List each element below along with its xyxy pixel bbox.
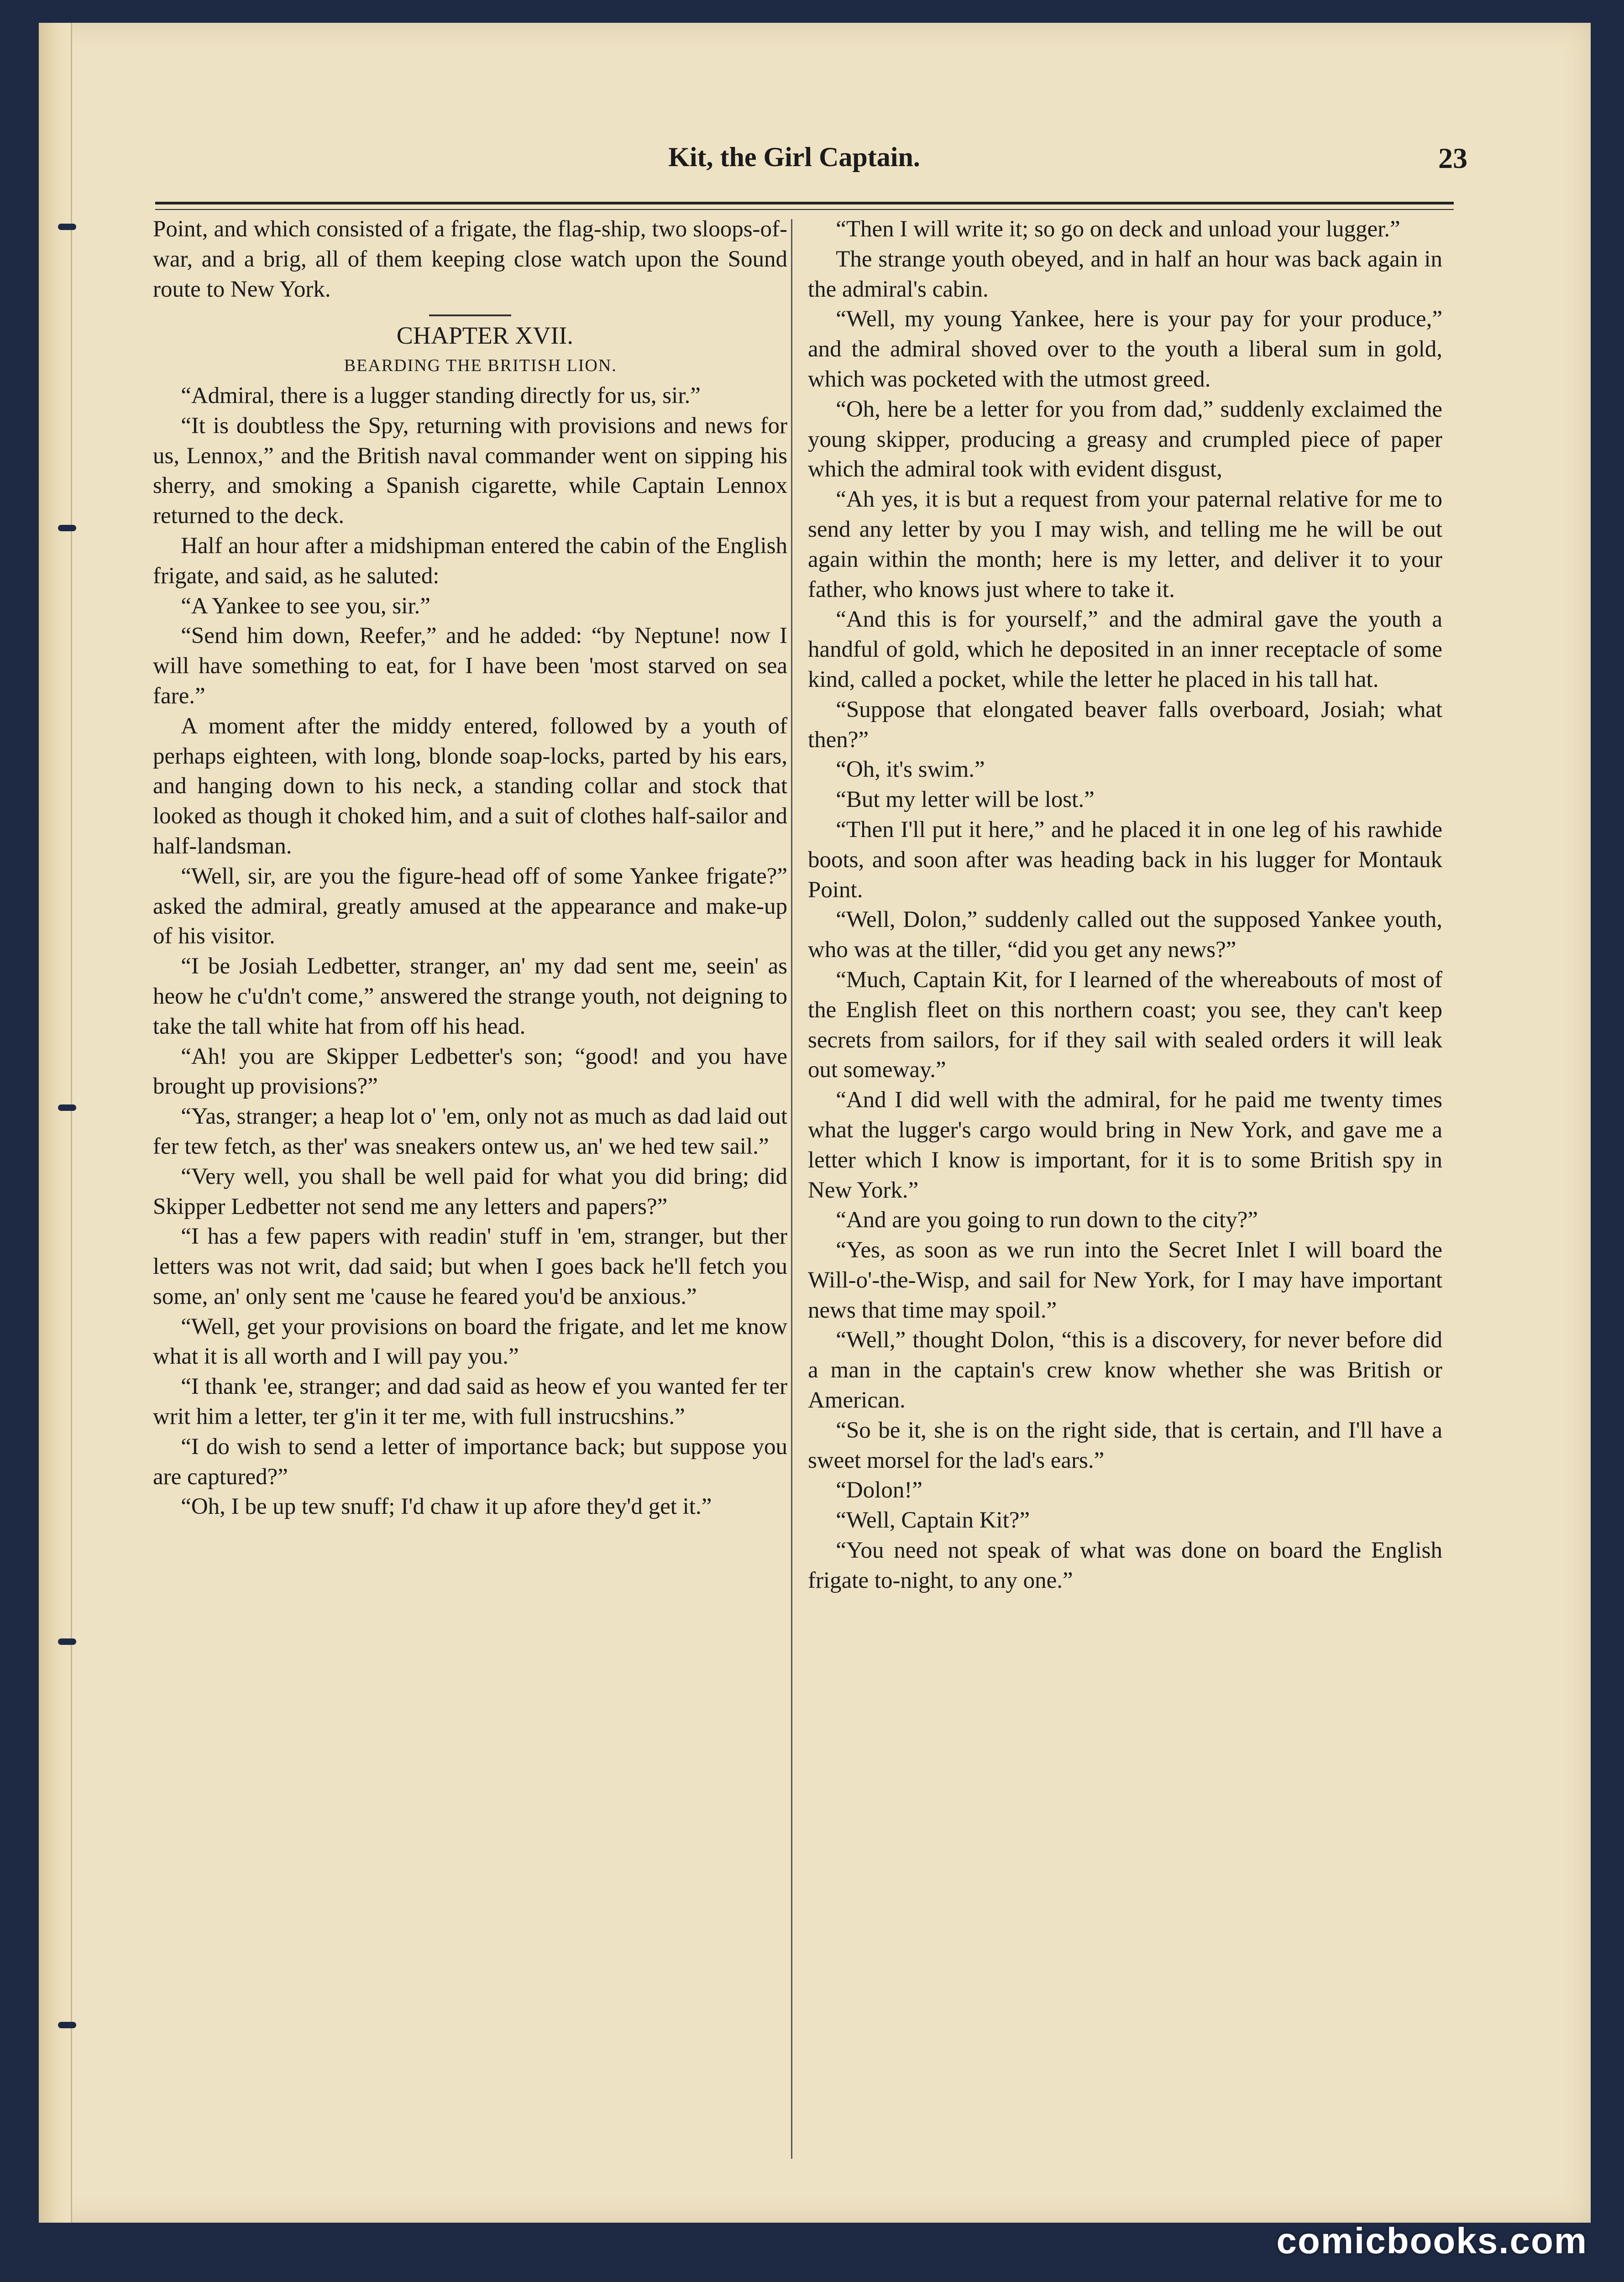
paragraph: “But my letter will be lost.”	[836, 787, 1095, 813]
binding-stitch	[58, 525, 76, 531]
watermark: comicbooks.com	[1276, 2220, 1587, 2261]
paragraph: “And this is for yourself,” and the admiral gave the youth a handful of gold, which he deposited in an inner receptacle of some kind, called a pocket, while the letter he placed in his tall hat.	[808, 607, 1442, 692]
header-rule	[155, 202, 1454, 210]
paragraph: “I has a few papers with readin' stuff in 'em, stranger, but ther letters was not writ, dad said; but when I goes back he'll fetch you some, an' only sent me 'cause he feared you'd be anxious.”	[153, 1224, 787, 1309]
paragraph: “Well, my young Yankee, here is your pay for your produce,” and the admiral shoved over to the youth a liberal sum in gold, which was pocketed with the utmost greed.	[808, 306, 1442, 392]
paragraph: Half an hour after a midshipman entered the cabin of the English frigate, and said, as he saluted:	[153, 533, 787, 589]
paragraph: “You need not speak of what was done on board the English frigate to-night, to any one.”	[808, 1538, 1442, 1593]
paragraph: “A Yankee to see you, sir.”	[181, 593, 430, 619]
chapter-title: CHAPTER XVII.	[396, 322, 573, 350]
right-column	[808, 215, 1442, 1596]
column-divider	[791, 219, 792, 2159]
paragraph: “Oh, I be up tew snuff; I'd chaw it up afore they'd get it.”	[181, 1494, 712, 1520]
paragraph: “Very well, you shall be well paid for what you did bring; did Skipper Ledbetter not send me any letters and papers?”	[153, 1163, 787, 1220]
chapter-subtitle: BEARDING THE BRITISH LION.	[344, 356, 617, 376]
page-header	[148, 141, 1467, 192]
paragraph: “Yas, stranger; a heap lot o' 'em, only not as much as dad laid out fer tew fetch, as ther' was sneakers ontew us, an' we hed tew sail.”	[153, 1104, 787, 1159]
paragraph: “Well,” thought Dolon, “this is a discovery, for never before did a man in the captain's crew know whether she was British or American.	[808, 1327, 1442, 1413]
paragraph: Point, and which consisted of a frigate, the flag-ship, two sloops-of-war, and a brig, all of them keeping close watch upon the Sound route to New York.	[153, 216, 787, 302]
paragraph: “Well, Captain Kit?”	[836, 1507, 1030, 1534]
paragraph: “Then I will write it; so go on deck and unload your lugger.”	[836, 216, 1400, 242]
book-page	[39, 23, 1591, 2223]
binding-stitch	[58, 224, 76, 230]
paragraph: “I do wish to send a letter of importance back; but suppose you are captured?”	[153, 1434, 787, 1490]
paragraph: A moment after the middy entered, followed by a youth of perhaps eighteen, with long, blonde soap-locks, parted by his ears, and hanging down to his neck, a standing collar and stock that looked as though it choked him, and a suit of clothes half-sailor and half-landsman.	[153, 713, 787, 859]
paragraph: “Suppose that elongated beaver falls overboard, Josiah; what then?”	[808, 696, 1442, 753]
paragraph: “And I did well with the admiral, for he paid me twenty times what the lugger's cargo would bring in New York, and gave me a letter which I know is important, for it is to some British spy in New York.”	[808, 1087, 1442, 1203]
binding-stitch	[58, 1638, 76, 1645]
binding-stitch	[58, 2022, 76, 2028]
paragraph: “Oh, it's swim.”	[836, 757, 985, 783]
paragraph: “I thank 'ee, stranger; and dad said as heow ef you wanted fer ter writ him a letter, ter g'in it ter me, with full instrucshins.”	[153, 1374, 787, 1430]
paragraph: “Much, Captain Kit, for I learned of the whereabouts of most of the English fleet on this northern coast; you see, they can't keep secrets from sailors, for if they sail with sealed orders it will leak out someway.”	[808, 967, 1442, 1083]
paragraph: “So be it, she is on the right side, that is certain, and I'll have a sweet morsel for the lad's ears.”	[808, 1417, 1442, 1473]
left-paragraphs	[153, 381, 787, 1522]
running-title: Kit, the Girl Captain.	[668, 142, 920, 172]
right-paragraphs	[808, 215, 1442, 1596]
paragraph: The strange youth obeyed, and in half an hour was back again in the admiral's cabin.	[808, 246, 1442, 302]
binding-stitch	[58, 1104, 76, 1111]
paragraph: “Oh, here be a letter for you from dad,” suddenly exclaimed the young skipper, producing a greasy and crumpled piece of paper which the admiral took with evident disgust,	[808, 396, 1442, 482]
paragraph: “It is doubtless the Spy, returning with provisions and news for us, Lennox,” and the British naval commander went on sipping his sherry, and smoking a Spanish cigarette, while Captain Lennox returned to the deck.	[153, 413, 787, 529]
paragraph: “Dolon!”	[836, 1477, 922, 1503]
paragraph: “Then I'll put it here,” and he placed it in one leg of his rawhide boots, and soon after was heading back in his lugger for Montauk Point.	[808, 816, 1442, 903]
page-spine	[39, 23, 72, 2223]
paragraph: “Well, Dolon,” suddenly called out the supposed Yankee youth, who was at the tiller, “did you get any news?”	[808, 907, 1442, 963]
page-number: 23	[1438, 142, 1467, 174]
paragraph: “Well, sir, are you the figure-head off of some Yankee frigate?” asked the admiral, greatly amused at the appearance and make-up of his visitor.	[153, 863, 787, 949]
paragraph: “And are you going to run down to the city?”	[836, 1207, 1258, 1233]
paragraph: “Admiral, there is a lugger standing directly for us, sir.”	[181, 382, 701, 408]
paragraph: “Ah! you are Skipper Ledbetter's son; “good! and you have brought up provisions?”	[153, 1043, 787, 1099]
left-column	[153, 215, 787, 1522]
paragraph: “Yes, as soon as we run into the Secret Inlet I will board the Will-o'-the-Wisp, and sail for New York, for I may have important news that time may spoil.”	[808, 1237, 1442, 1323]
paragraph: “Ah yes, it is but a request from your paternal relative for me to send any letter by you I may wish, and telling me he will be out again within the month; here is my letter, and deliver it to your father, who knows just where to take it.	[808, 487, 1442, 602]
paragraph: “Well, get your provisions on board the frigate, and let me know what it is all worth and I will pay you.”	[153, 1314, 787, 1370]
paragraph: “I be Josiah Ledbetter, stranger, an' my dad sent me, seein' as heow he c'u'dn't come,” answered the strange youth, not deigning to take the tall white hat from off his head.	[153, 953, 787, 1039]
section-rule	[429, 314, 511, 316]
paragraph: “Send him down, Reefer,” and he added: “by Neptune! now I will have something to eat, for I have been 'most starved on sea fare.”	[153, 623, 787, 709]
